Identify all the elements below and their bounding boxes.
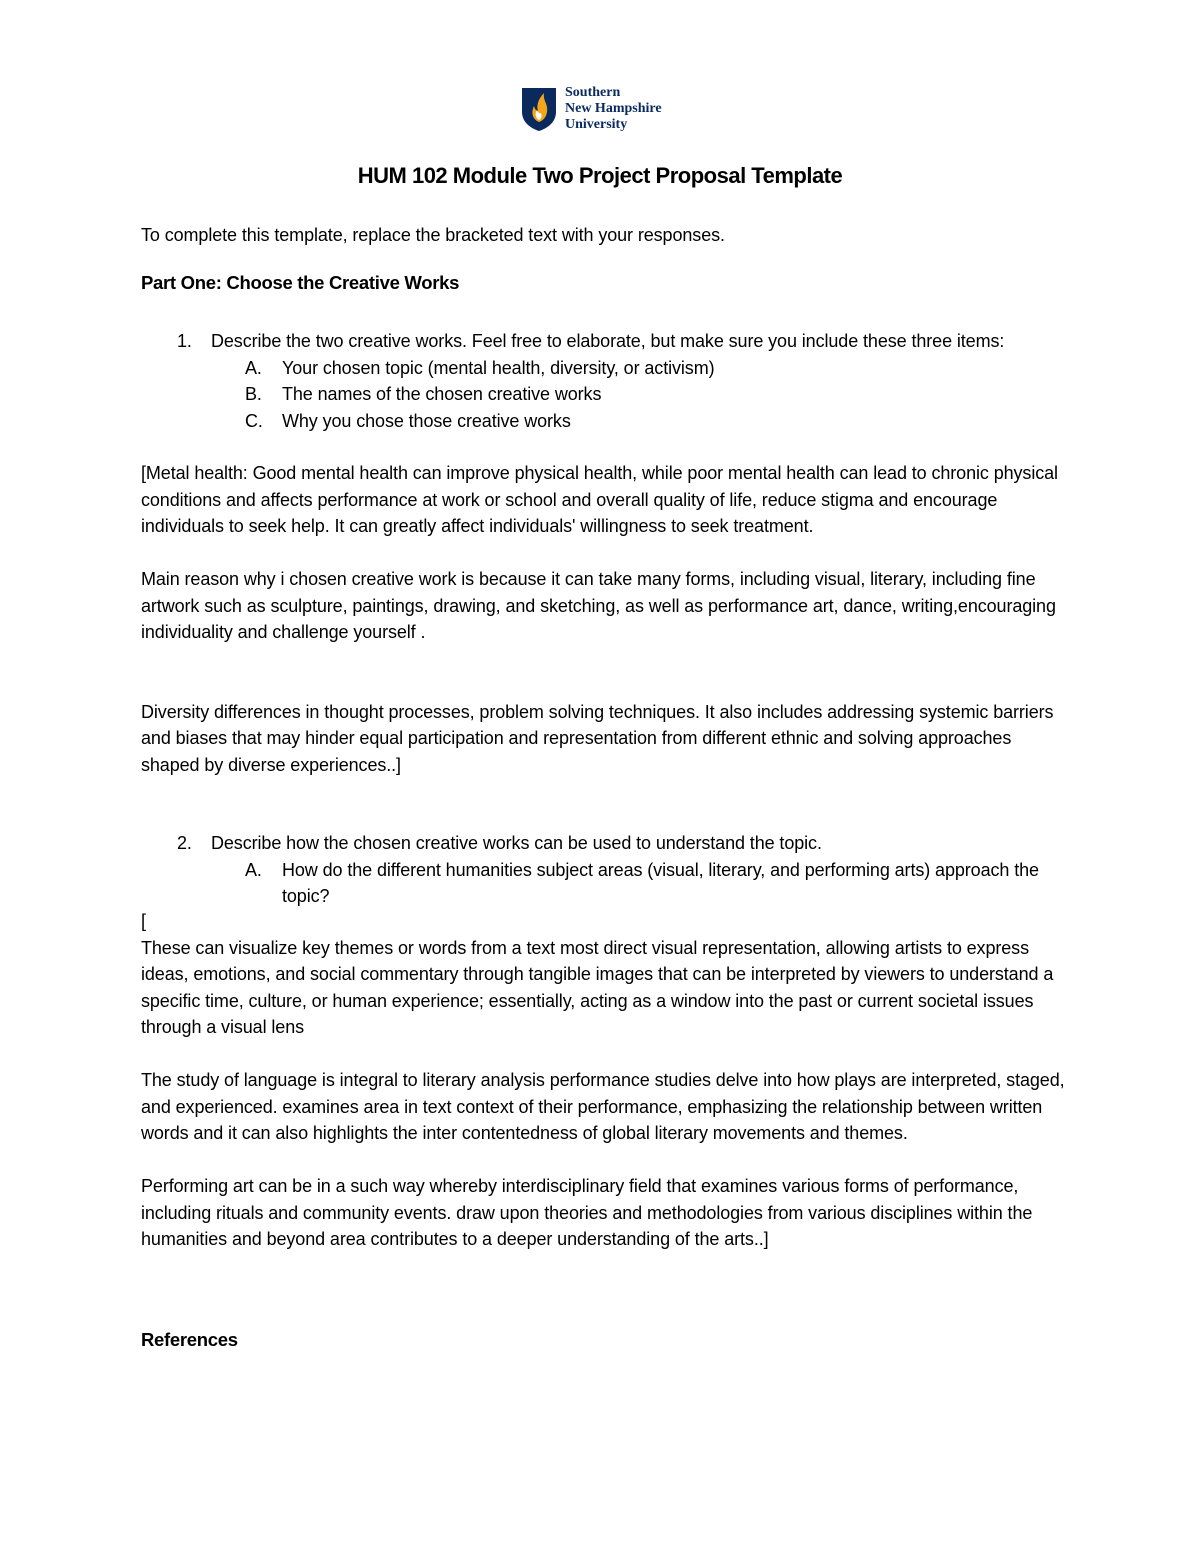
answer-1-paragraph-2: Main reason why i chosen creative work is because it can take many forms, including visual, literary, including fine artwork such as sculpture, paintings, drawing, and sketching, as well as performance art, dance, writing,encouraging individuality and challenge yourself . bbox=[141, 569, 1056, 642]
answer-2 bbox=[141, 908, 1071, 1253]
question-1-number: 1. bbox=[177, 331, 192, 351]
answer-1 bbox=[141, 460, 1071, 778]
question-1-item-c bbox=[141, 408, 1071, 435]
question-2 bbox=[141, 830, 1071, 910]
logo-line-3: University bbox=[565, 117, 628, 132]
item-letter: B. bbox=[245, 384, 262, 404]
question-2-item-a bbox=[141, 857, 1071, 910]
logo-wordmark bbox=[565, 85, 662, 133]
item-text: Your chosen topic (mental health, diversity, or activism) bbox=[282, 357, 715, 378]
part-one-heading: Part One: Choose the Creative Works bbox=[141, 272, 460, 293]
question-1 bbox=[141, 328, 1071, 434]
instructions: To complete this template, replace the bracketed text with your responses. bbox=[141, 225, 725, 245]
question-1-row bbox=[141, 328, 1071, 355]
question-1-text: Describe the two creative works. Feel free to elaborate, but make sure you include these three items: bbox=[211, 331, 1005, 351]
item-text: How do the different humanities subject areas (visual, literary, and performing arts) approach the topic? bbox=[282, 859, 1039, 906]
question-2-number: 2. bbox=[177, 833, 192, 853]
item-letter: A. bbox=[245, 859, 262, 880]
logo-line-2: New Hampshire bbox=[565, 101, 662, 116]
logo-line-1: Southern bbox=[565, 85, 621, 100]
item-letter: A. bbox=[245, 357, 262, 378]
university-logo bbox=[521, 84, 662, 134]
question-2-row bbox=[141, 830, 1071, 857]
item-text: The names of the chosen creative works bbox=[282, 384, 602, 404]
references-heading: References bbox=[141, 1329, 238, 1350]
document-title: HUM 102 Module Two Project Proposal Template bbox=[357, 163, 843, 188]
question-2-text: Describe how the chosen creative works can be used to understand the topic. bbox=[211, 833, 822, 853]
answer-2-open-bracket: [ bbox=[141, 911, 146, 931]
answer-2-paragraph-3: Performing art can be in a such way whereby interdisciplinary field that examines various forms of performance, including rituals and community events. draw upon theories and methodologies from various disciplines within the humanities and beyond area contributes to a deeper understanding of the arts..] bbox=[141, 1176, 1033, 1249]
answer-2-paragraph-1: These can visualize key themes or words from a text most direct visual representation, allowing artists to express ideas, emotions, and social commentary through tangible images that can be interpreted by viewers to understand a specific time, culture, or human experience; essentially, acting as a window into the past or current societal issues through a visual lens bbox=[141, 937, 1054, 1037]
item-text: Why you chose those creative works bbox=[282, 410, 571, 431]
answer-1-paragraph-3: Diversity differences in thought processes, problem solving techniques. It also includes addressing systemic barriers and biases that may hinder equal participation and representation from different ethnic and solving approaches shaped by diverse experiences..] bbox=[141, 701, 1054, 775]
answer-1-paragraph-1: [Metal health: Good mental health can improve physical health, while poor mental health can lead to chronic physical conditions and affects performance at work or school and overall quality of life, reduce stigma and encourage individuals to seek help. It can greatly affect individuals' willingness to seek treatment. bbox=[141, 463, 1058, 536]
question-1-item-b bbox=[141, 381, 1071, 408]
item-letter: C. bbox=[245, 410, 263, 431]
shield-flame-icon bbox=[521, 86, 557, 132]
answer-2-paragraph-2: The study of language is integral to literary analysis performance studies delve into how plays are interpreted, staged, and experienced. examines area in text context of their performance, emphasizing the relationship between written words and it can also highlights the inter contentedness of global literary movements and themes. bbox=[141, 1070, 1065, 1143]
question-1-item-a bbox=[141, 355, 1071, 382]
